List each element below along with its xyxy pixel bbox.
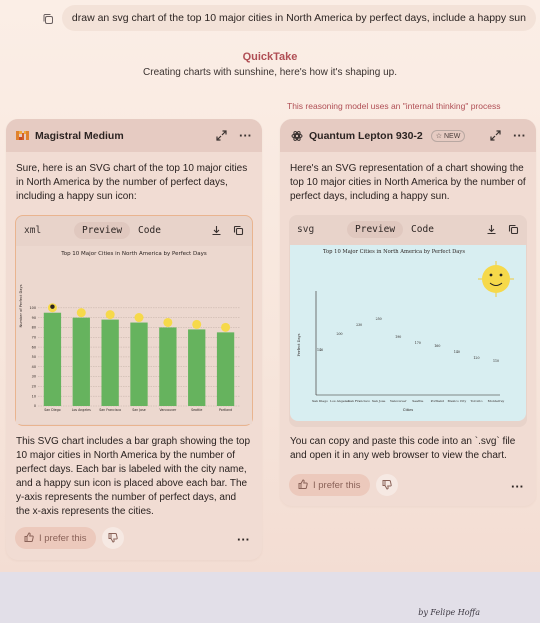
x-tick-label: Portland xyxy=(430,399,445,403)
artifact-language: xml xyxy=(24,224,42,236)
sun-icon xyxy=(163,318,172,327)
y-tick-label: 80 xyxy=(31,325,36,330)
artifact-toolbar xyxy=(289,215,527,243)
bar xyxy=(188,329,205,406)
x-tick-label: Mexico City xyxy=(447,399,467,403)
sun-icon xyxy=(478,261,514,297)
response-outro: This SVG chart includes a bar graph showing the top 10 major cities in North America by the number of perfect days. Each bar is labeled with the city name, and a happy sun icon is placed above each bar. The y-axis represents the number of perfect days, and the x-axis represents the cities. xyxy=(16,436,251,517)
bar xyxy=(73,318,90,406)
y-tick-label: 50 xyxy=(31,355,36,360)
data-label: 110 xyxy=(492,359,500,363)
x-axis-label: Cities xyxy=(402,408,414,412)
response-intro: Here's an SVG representation of a chart showing the top 10 major cities in North America by the number of perfect days, including a happy sun. xyxy=(290,163,526,202)
download-icon[interactable] xyxy=(210,224,222,236)
x-tick-label: San Diego xyxy=(311,399,329,403)
thumbs-up-icon xyxy=(298,479,308,492)
thumbs-down-icon xyxy=(108,533,118,543)
chart-preview xyxy=(16,246,252,424)
response-card-right xyxy=(280,119,536,506)
tab-preview[interactable]: Preview xyxy=(74,222,130,239)
data-label: 200 xyxy=(336,332,343,336)
sun-icon xyxy=(106,310,115,319)
x-tick-label: Seattle xyxy=(412,399,424,403)
credit: by Felipe Hoffa xyxy=(418,608,480,617)
copy-icon[interactable] xyxy=(507,223,519,235)
y-tick-label: 60 xyxy=(31,345,36,350)
bar xyxy=(130,323,147,406)
data-label: 160 xyxy=(434,344,441,348)
x-tick-label: Los Angeles xyxy=(71,408,91,412)
y-tick-label: 100 xyxy=(29,306,36,311)
card-header xyxy=(6,119,262,152)
tab-code[interactable]: Code xyxy=(411,223,434,235)
data-label: 120 xyxy=(473,356,480,360)
y-tick-label: 70 xyxy=(31,335,36,340)
bar xyxy=(44,313,61,406)
y-axis-label: Perfect Days xyxy=(297,333,301,357)
x-tick-label: San Jose xyxy=(132,408,146,412)
response-outro: You can copy and paste this code into an `.svg` file and open it in any web browser to view the chart. xyxy=(290,436,516,461)
more-options-icon[interactable]: ··· xyxy=(237,532,250,547)
artifact-toolbar xyxy=(16,216,252,244)
copy-icon[interactable] xyxy=(42,12,54,24)
artifact-language: svg xyxy=(297,223,315,235)
y-axis-label: Number of Perfect Days xyxy=(19,284,23,328)
model-name: Quantum Lepton 930-2 xyxy=(309,129,423,142)
bar-chart xyxy=(16,246,252,424)
y-tick-label: 20 xyxy=(31,384,36,389)
chart-title: Top 10 Major Cities in North America by Perfect Days xyxy=(61,251,207,257)
reasoning-note: This reasoning model uses an "internal thinking" process xyxy=(287,101,501,111)
prompt-bubble: draw an svg chart of the top 10 major cities in North America by perfect days, include a happy sun xyxy=(62,5,536,31)
artifact-panel xyxy=(15,215,253,426)
y-tick-label: 40 xyxy=(31,364,36,369)
chart-title: Top 10 Major Cities in North America by Perfect Days xyxy=(323,249,465,255)
prefer-label: I prefer this xyxy=(313,479,361,491)
more-options-icon[interactable]: ··· xyxy=(513,128,526,143)
y-tick-label: 0 xyxy=(33,404,36,409)
x-tick-label: San Francisco xyxy=(347,399,371,403)
data-label: 170 xyxy=(414,341,421,345)
y-tick-label: 30 xyxy=(31,374,36,379)
sun-icon xyxy=(135,313,144,322)
x-tick-label: San Francisco xyxy=(99,408,122,412)
thumbs-down-button[interactable] xyxy=(102,527,124,549)
prompt-row xyxy=(42,5,536,31)
more-options-icon[interactable]: ··· xyxy=(239,128,252,143)
x-tick-label: Monterrey xyxy=(487,399,505,403)
x-tick-label: Vancouver xyxy=(159,408,177,412)
download-icon[interactable] xyxy=(485,223,497,235)
card-header xyxy=(280,119,536,152)
thumbs-up-icon xyxy=(24,532,34,545)
tab-code[interactable]: Code xyxy=(138,224,161,236)
chart-preview xyxy=(290,245,526,421)
data-label: 250 xyxy=(375,317,382,321)
data-label: 230 xyxy=(356,323,363,327)
prefer-label: I prefer this xyxy=(39,532,87,544)
bar xyxy=(217,332,234,406)
x-tick-label: Seattle xyxy=(191,408,203,412)
page-title: QuickTake xyxy=(242,51,298,63)
sun-face-icon xyxy=(50,305,54,309)
expand-icon[interactable] xyxy=(489,130,501,142)
more-options-icon[interactable]: ··· xyxy=(511,479,524,494)
y-tick-label: 10 xyxy=(31,394,36,399)
prefer-button[interactable] xyxy=(289,474,370,496)
y-tick-label: 90 xyxy=(31,315,36,320)
data-label: 190 xyxy=(395,335,402,339)
new-badge: ☆ NEW xyxy=(431,130,466,142)
expand-icon[interactable] xyxy=(215,130,227,142)
tab-preview[interactable]: Preview xyxy=(347,221,403,238)
thumbs-down-button[interactable] xyxy=(376,474,398,496)
bar xyxy=(159,327,176,406)
data-label: 146 xyxy=(316,348,324,353)
x-tick-label: San Diego xyxy=(44,408,61,412)
scatter-chart xyxy=(290,245,526,421)
sun-icon xyxy=(77,308,86,317)
response-intro: Sure, here is an SVG chart of the top 10 major cities in North America by the number of perfect days, including a happy sun icon: xyxy=(16,163,248,202)
response-card-left xyxy=(6,119,262,560)
data-label: 140 xyxy=(453,350,460,354)
model-name: Magistral Medium xyxy=(35,129,124,142)
x-tick-label: Portland xyxy=(218,408,233,412)
page-subtitle: Creating charts with sunshine, here's how it's shaping up. xyxy=(143,67,397,78)
artifact-panel xyxy=(289,215,527,427)
x-tick-label: Los Angeles xyxy=(330,399,350,403)
copy-icon[interactable] xyxy=(232,224,244,236)
sun-icon xyxy=(192,320,201,329)
x-tick-label: San Jose xyxy=(371,399,386,403)
bar xyxy=(101,320,118,406)
model-logo-icon xyxy=(290,129,303,142)
x-tick-label: Vancouver xyxy=(390,399,407,403)
prefer-button[interactable] xyxy=(15,527,96,549)
x-tick-label: Toronto xyxy=(470,399,483,403)
model-logo-icon xyxy=(16,129,29,142)
thumbs-down-icon xyxy=(382,480,392,490)
sun-icon xyxy=(221,323,230,332)
